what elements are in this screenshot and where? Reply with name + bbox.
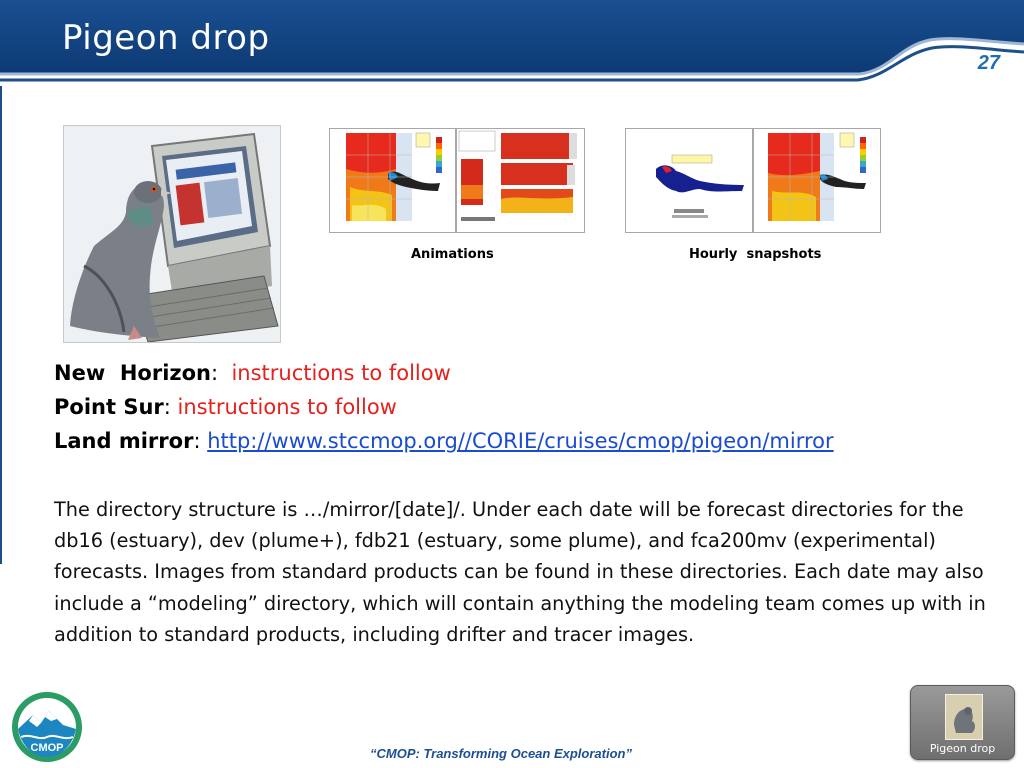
pigeon-computer-image <box>63 125 281 343</box>
directory-description: The directory structure is …/mirror/[date]/. Under each date will be forecast directories for the db16 (estuary), dev (plume+), fdb21 (estuary, some plume), and fca200mv (experimental) forecasts. Images from standard products can be found in these directories. Each date may also include a “modeling” directory, which will contain anything the modeling team comes up with in addition to standard products, including drifter and tracer images. <box>54 498 986 646</box>
left-rule <box>0 86 2 564</box>
new-horizon-line <box>54 361 451 385</box>
page-title: Pigeon drop <box>62 18 270 58</box>
hourly-snapshot-thumbnail-2[interactable] <box>753 128 881 233</box>
new-horizon-label: New Horizon <box>54 361 211 385</box>
point-sur-sep: : <box>163 395 178 419</box>
new-horizon-value: instructions to follow <box>231 361 451 385</box>
animation-thumbnail-2[interactable] <box>456 128 585 233</box>
land-mirror-line <box>54 429 834 453</box>
land-mirror-label: Land mirror <box>54 429 194 453</box>
point-sur-label: Point Sur <box>54 395 164 419</box>
new-horizon-sep: : <box>211 361 232 385</box>
pigeon-thumbnail-icon <box>945 694 983 740</box>
land-mirror-link[interactable]: http://www.stccmop.org//CORIE/cruises/cmop/pigeon/mirror <box>207 429 834 453</box>
nav-button-label: Pigeon drop <box>929 742 996 755</box>
hourly-snapshots-caption: Hourly snapshots <box>689 247 822 262</box>
animations-caption: Animations <box>411 247 494 262</box>
point-sur-line <box>54 395 397 419</box>
point-sur-value: instructions to follow <box>177 395 397 419</box>
land-mirror-sep: : <box>193 429 208 453</box>
slide-number: 27 <box>977 52 1000 74</box>
footer-tagline: “CMOP: Transforming Ocean Exploration” <box>370 746 632 761</box>
animation-thumbnail-1[interactable] <box>329 128 456 233</box>
hourly-snapshot-thumbnail-1[interactable] <box>625 128 753 233</box>
cmop-logo <box>11 691 83 763</box>
logo-text: CMOP <box>30 742 64 754</box>
pigeon-drop-nav-button[interactable] <box>910 685 1015 760</box>
